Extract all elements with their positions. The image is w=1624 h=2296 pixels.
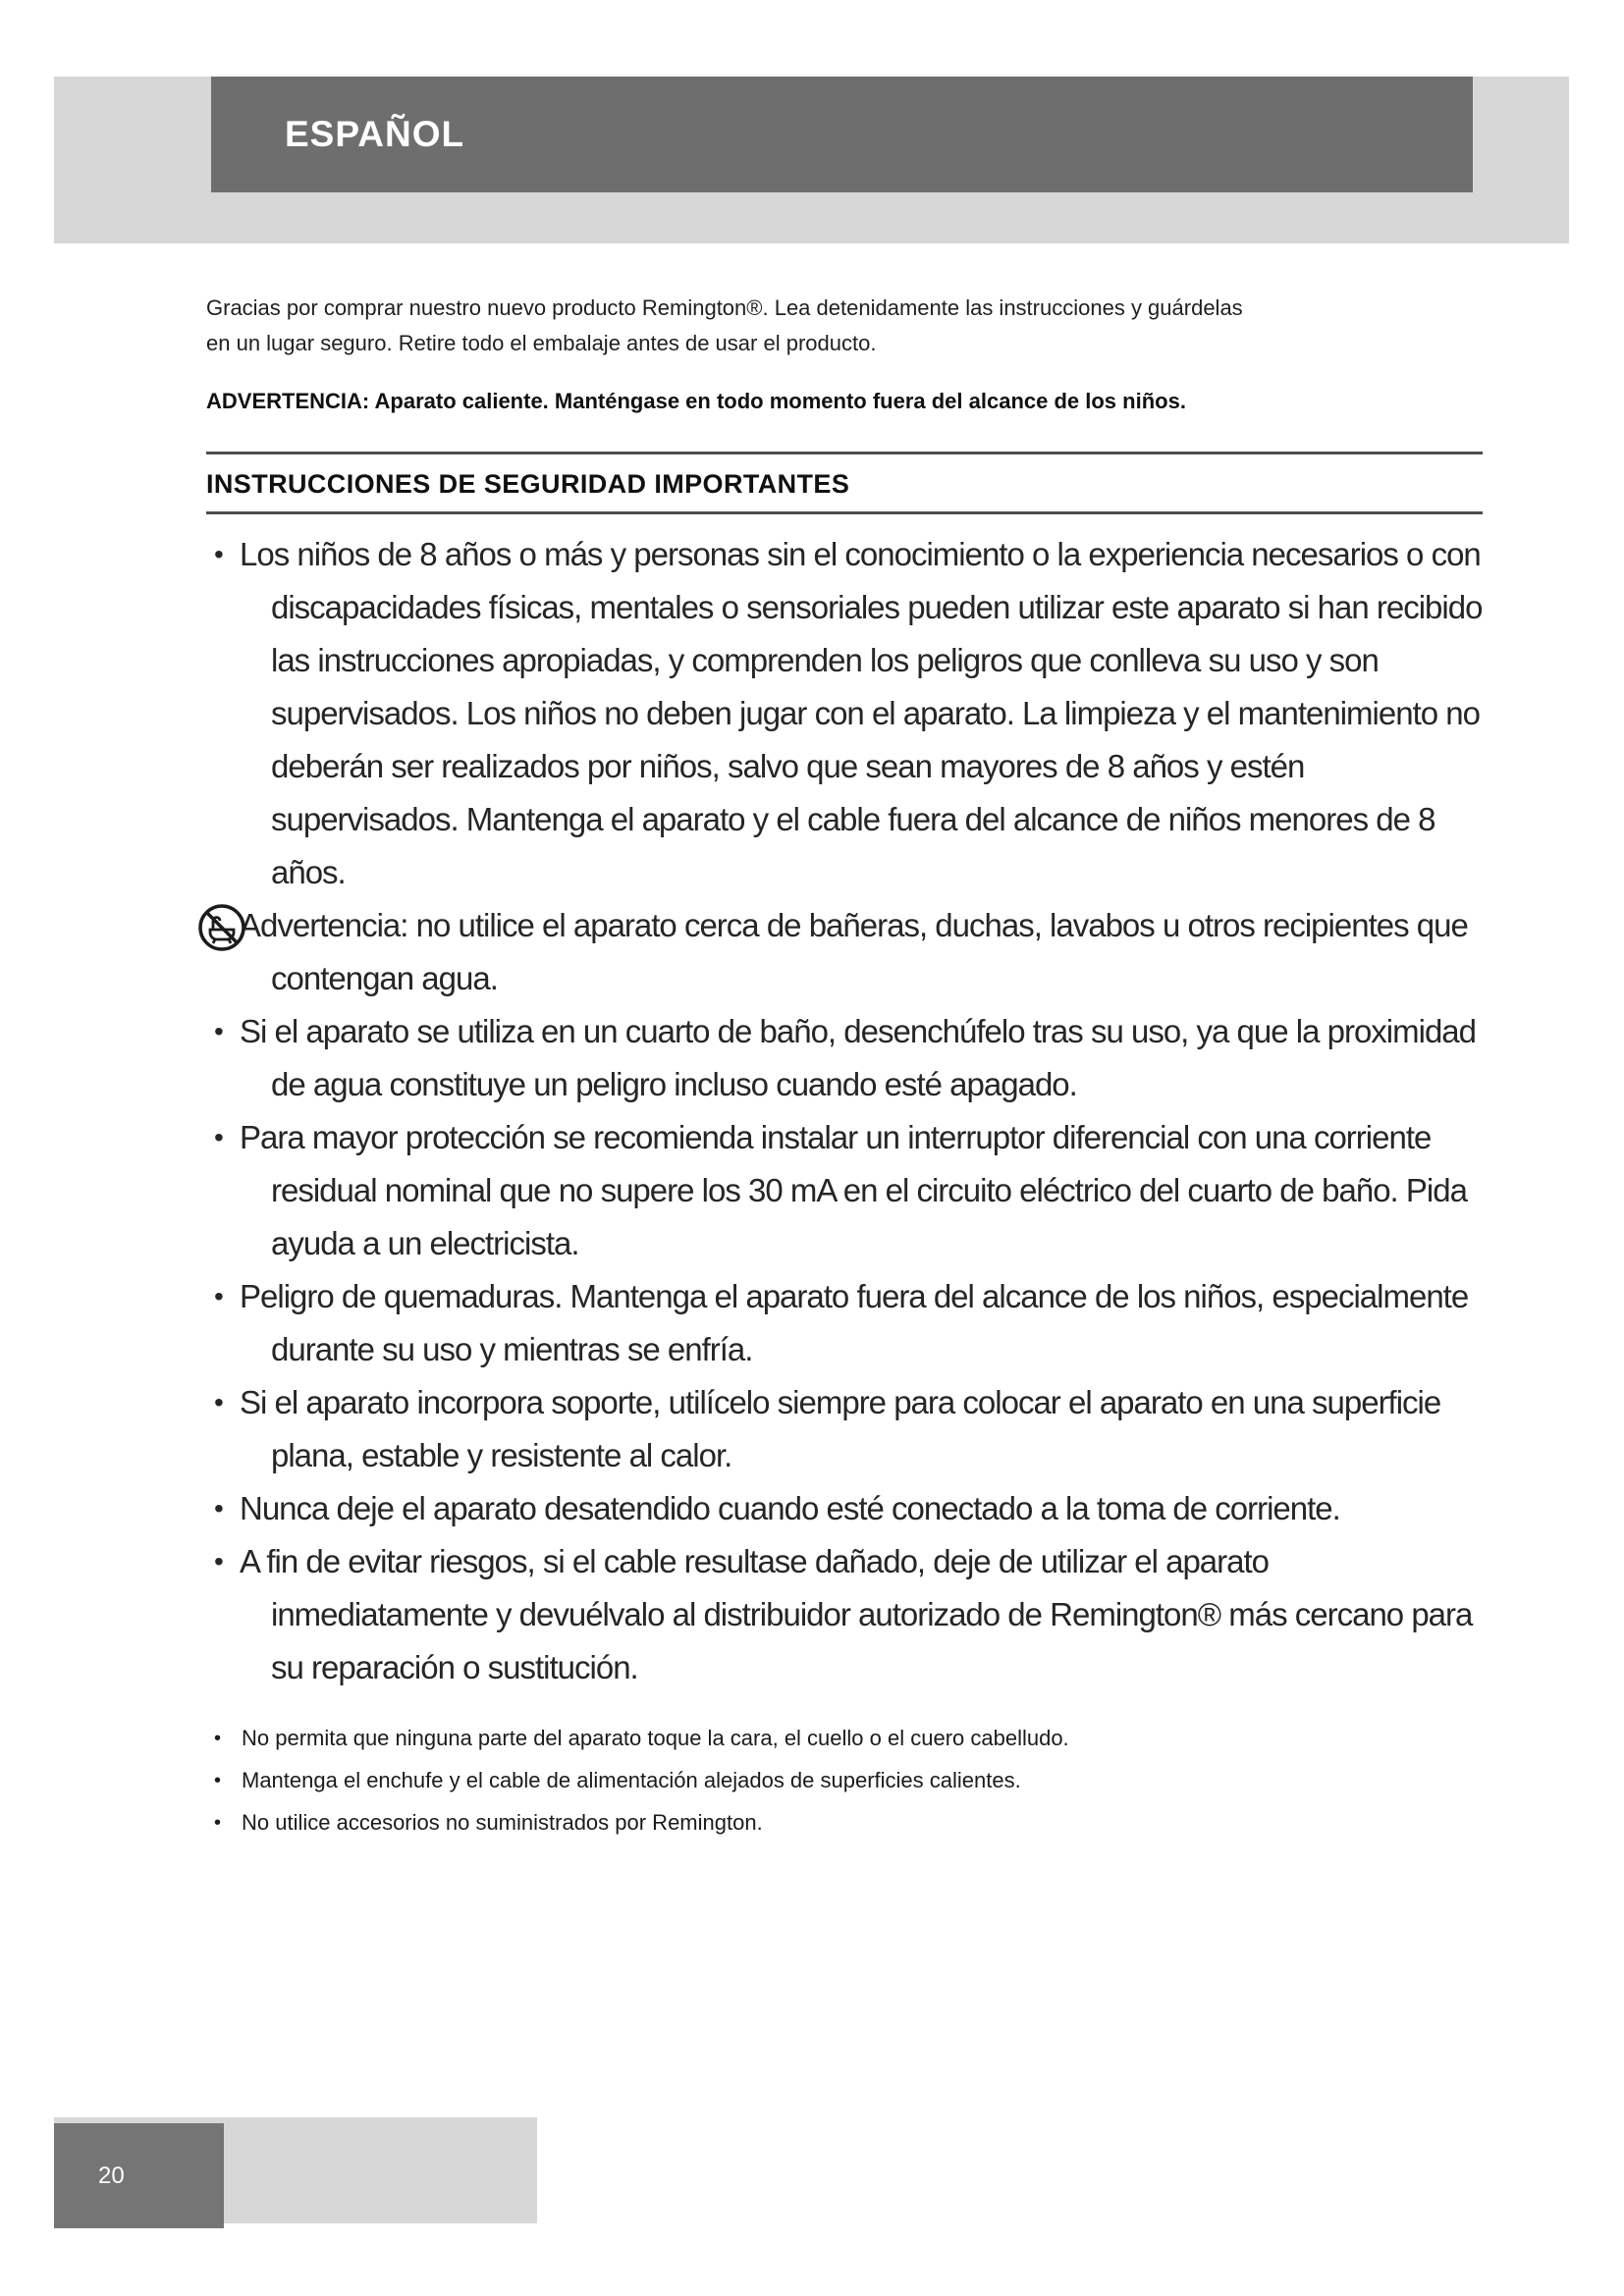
safety-item (206, 1376, 1488, 1482)
safety-item (206, 1482, 1488, 1535)
intro-paragraph: Gracias por comprar nuestro nuevo producto Remington®. Lea detenidamente las instrucciones y guárdelas en un lugar seguro. Retire todo el embalaje antes de usar el producto. (206, 295, 1243, 355)
section-rule-top (206, 452, 1483, 454)
safety-item (206, 1005, 1488, 1111)
section-title: INSTRUCCIONES DE SEGURIDAD IMPORTANTES (206, 469, 850, 499)
page-number-box (54, 2123, 224, 2228)
safety-item-text: Peligro de quemaduras. Mantenga el aparato fuera del alcance de los niños, especialmente durante su uso y mientras se enfría. (240, 1278, 1469, 1367)
page-language-title: ESPAÑOL (285, 114, 465, 154)
safety-instructions-list (206, 528, 1488, 1694)
content-column (206, 291, 1488, 1850)
safety-item-text: Para mayor protección se recomienda instalar un interruptor diferencial con una corriente residual nominal que no supere los 30 mA en el circuito eléctrico del cuarto de baño. Pida ayuda a un electricista. (240, 1119, 1467, 1261)
safety-item (206, 1535, 1488, 1694)
safety-item (206, 1111, 1488, 1270)
no-bathtub-icon (196, 902, 247, 953)
language-header-bar (211, 77, 1473, 192)
note-item-text: No permita que ninguna parte del aparato toque la cara, el cuello o el cuero cabelludo. (242, 1726, 1069, 1750)
warning-text: ADVERTENCIA: Aparato caliente. Manténgase en todo momento fuera del alcance de los niños. (206, 389, 1186, 413)
note-item (206, 1766, 1488, 1795)
note-item-text: Mantenga el enchufe y el cable de alimentación alejados de superficies calientes. (242, 1768, 1021, 1792)
safety-item-water-warning (206, 899, 1488, 1005)
safety-item (206, 528, 1488, 899)
safety-item (206, 1270, 1488, 1376)
safety-item-text: Advertencia: no utilice el aparato cerca de bañeras, duchas, lavabos u otros recipientes que contengan agua. (240, 907, 1468, 996)
safety-item-text: Nunca deje el aparato desatendido cuando esté conectado a la toma de corriente. (240, 1490, 1340, 1526)
page-number: 20 (98, 2162, 125, 2189)
safety-item-text: Los niños de 8 años o más y personas sin el conocimiento o la experiencia necesarios o con discapacidades físicas, mentales o sensoriales pueden utilizar este aparato si han recibido las instrucciones apropiadas, y comprenden los peligros que conlleva su uso y son supervisados. Los niños no deben jugar con el aparato. La limpieza y el mantenimiento no deberán ser realizados por niños, salvo que sean mayores de 8 años y estén supervisados. Mantenga el aparato y el cable fuera del alcance de niños menores de 8 años. (240, 536, 1483, 890)
section-rule-bottom (206, 511, 1483, 514)
note-item (206, 1724, 1488, 1753)
header-band (54, 77, 1569, 243)
safety-item-text: Si el aparato se utiliza en un cuarto de baño, desenchúfelo tras su uso, ya que la proximidad de agua constituye un peligro incluso cuando esté apagado. (240, 1013, 1477, 1102)
safety-notes-list (206, 1724, 1488, 1838)
note-item-text: No utilice accesorios no suministrados por Remington. (242, 1810, 763, 1835)
safety-item-text: A fin de evitar riesgos, si el cable resultase dañado, deje de utilizar el aparato inmediatamente y devuélvalo al distribuidor autorizado de Remington® más cercano para su reparación o sustitución. (240, 1543, 1473, 1685)
safety-item-text: Si el aparato incorpora soporte, utilícelo siempre para colocar el aparato en una superficie plana, estable y resistente al calor. (240, 1384, 1441, 1473)
note-item (206, 1808, 1488, 1838)
